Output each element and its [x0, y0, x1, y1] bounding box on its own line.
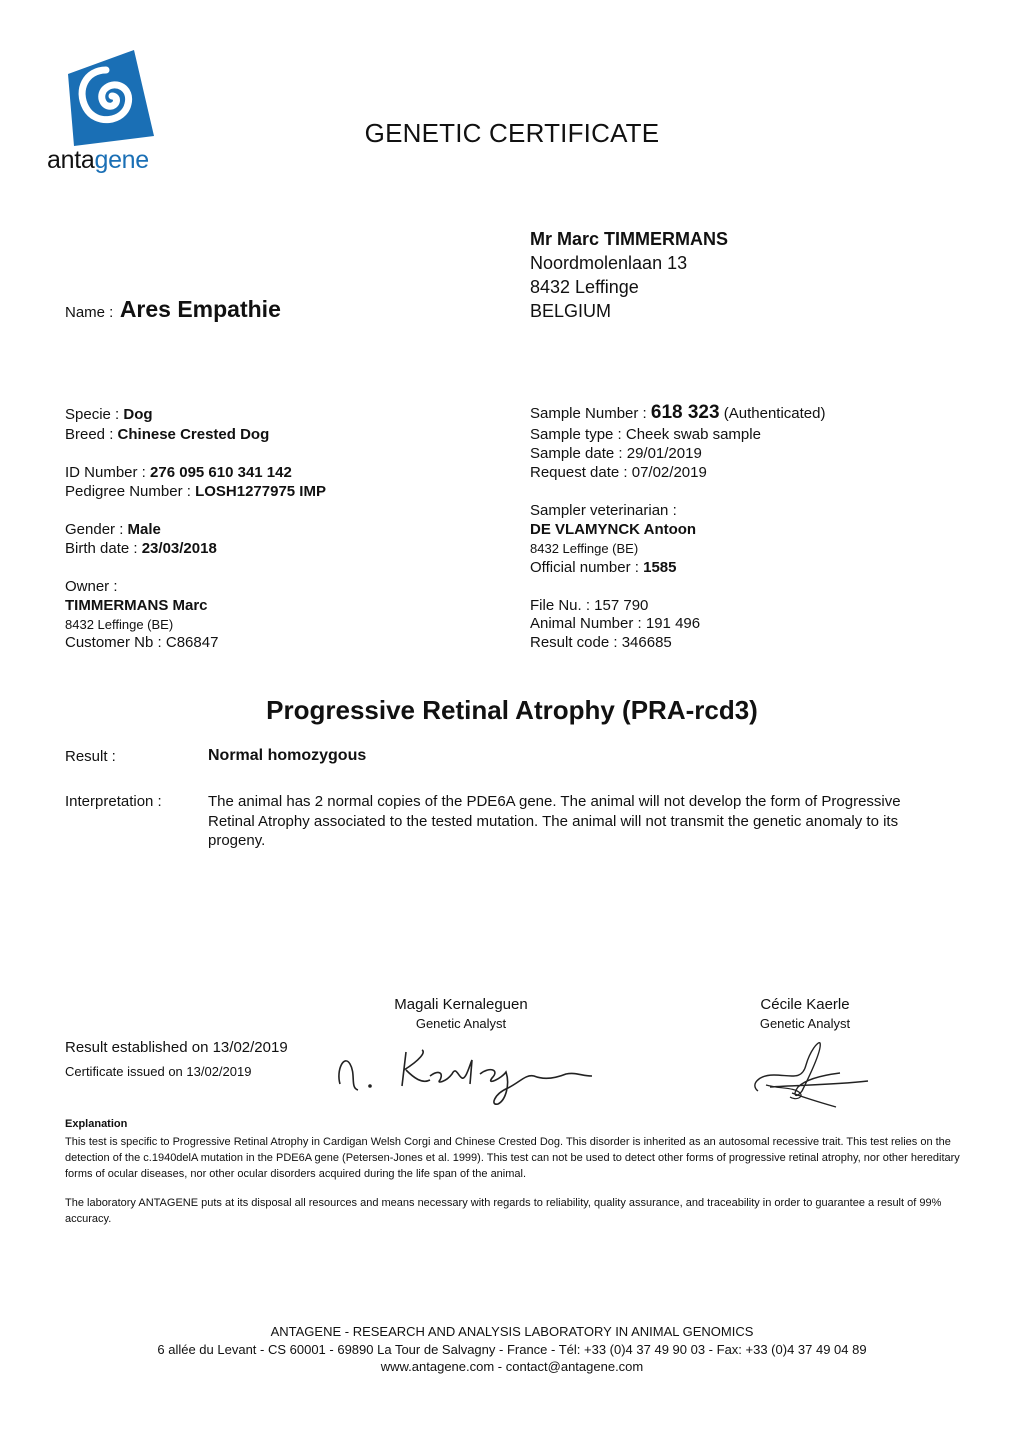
footer-address: 6 allée du Levant - CS 60001 - 69890 La Tour de Salvagny - France - Tél: +33 (0)4 37 49 90 03 - Fax: +33 (0)4 37 49 04 89: [157, 1342, 867, 1357]
sample-type: Sample type : Cheek swab sample: [530, 426, 761, 443]
vet-city: 8432 Leffinge (BE): [530, 541, 639, 556]
recipient-street: Noordmolenlaan 13: [530, 253, 688, 273]
interpretation-label: Interpretation :: [65, 793, 162, 810]
owner-name: TIMMERMANS Marc: [65, 597, 208, 614]
analyst-2: [705, 996, 905, 1031]
recipient-city: 8432 Leffinge: [530, 277, 639, 297]
animal-name: Ares Empathie: [119, 296, 281, 322]
animal-name-row: [65, 296, 281, 323]
interpretation-text: The animal has 2 normal copies of the PDE6A gene. The animal will not develop the form of Progressive Retinal Atrophy associated to the tested mutation. The animal will not transmit the genetic anomaly to its progeny.: [208, 793, 901, 849]
footer-lab-name: ANTAGENE - RESEARCH AND ANALYSIS LABORATORY IN ANIMAL GENOMICS: [270, 1324, 754, 1339]
explanation-text: This test is specific to Progressive Retinal Atrophy in Cardigan Welsh Corgi and Chinese Crested Dog. This disorder is inherited as an autosomal recessive trait. This test relies on the detection of the c.1940delA mutation in the PDE6A gene (Petersen-Jones et al. 1999). This test can not be used to detect other forms of progressive retinal atrophy, nor other hereditary forms of ocular diseases, nor other ocular disorders acquired during the life span of the animal.: [65, 1136, 960, 1180]
sample-date: Sample date : 29/01/2019: [530, 445, 702, 462]
analyst-2-name: Cécile Kaerle: [760, 996, 850, 1013]
vet-label: Sampler veterinarian :: [530, 502, 677, 519]
vet-name: DE VLAMYNCK Antoon: [530, 521, 697, 538]
logo-wordmark: antagene: [47, 146, 149, 174]
explanation-title: Explanation: [65, 1118, 128, 1130]
document-title: GENETIC CERTIFICATE: [364, 118, 660, 148]
customer-number: Customer Nb : C86847: [65, 634, 219, 651]
analyst-1-role: Genetic Analyst: [415, 1016, 507, 1031]
owner-city: 8432 Leffinge (BE): [65, 617, 174, 632]
quality-statement: The laboratory ANTAGENE puts at its disposal all resources and means necessary with regards to reliability, quality assurance, and traceability in order to guarantee a result of 99% accuracy.: [65, 1197, 942, 1225]
test-title: Progressive Retinal Atrophy (PRA-rcd3): [266, 695, 758, 725]
gender-row: Gender : Male: [65, 521, 161, 538]
breed-row: Breed : Chinese Crested Dog: [65, 426, 270, 443]
result-value: Normal homozygous: [208, 747, 367, 764]
animal-number: Animal Number : 191 496: [530, 615, 701, 632]
result-established-date: Result established on 13/02/2019: [65, 1039, 288, 1056]
result-code: Result code : 346685: [530, 634, 672, 651]
id-number-row: ID Number : 276 095 610 341 142: [65, 464, 292, 481]
analyst-1: [361, 996, 561, 1031]
result-label: Result :: [65, 748, 116, 765]
official-number-row: Official number : 1585: [530, 559, 677, 576]
analyst-1-name: Magali Kernaleguen: [394, 996, 528, 1013]
recipient-country: BELGIUM: [530, 301, 612, 321]
owner-label: Owner :: [65, 578, 118, 595]
analyst-2-role: Genetic Analyst: [759, 1016, 851, 1031]
animal-name-label: Name :: [65, 304, 114, 321]
footer-contact: www.antagene.com - contact@antagene.com: [380, 1359, 644, 1374]
certificate-issued-date: Certificate issued on 13/02/2019: [65, 1064, 252, 1079]
signature-1-image: [330, 1040, 600, 1110]
file-number: File Nu. : 157 790: [530, 597, 649, 614]
recipient-name: Mr Marc TIMMERMANS: [530, 229, 729, 249]
pedigree-row: Pedigree Number : LOSH1277975 IMP: [65, 483, 326, 500]
sample-number-row: Sample Number : 618 323 (Authenticated): [530, 402, 826, 423]
signature-2-image: [740, 1035, 880, 1110]
request-date: Request date : 07/02/2019: [530, 464, 707, 481]
sample-number: 618 323: [650, 402, 720, 423]
specie-row: Specie : Dog: [65, 406, 153, 423]
birth-date-row: Birth date : 23/03/2018: [65, 540, 217, 557]
